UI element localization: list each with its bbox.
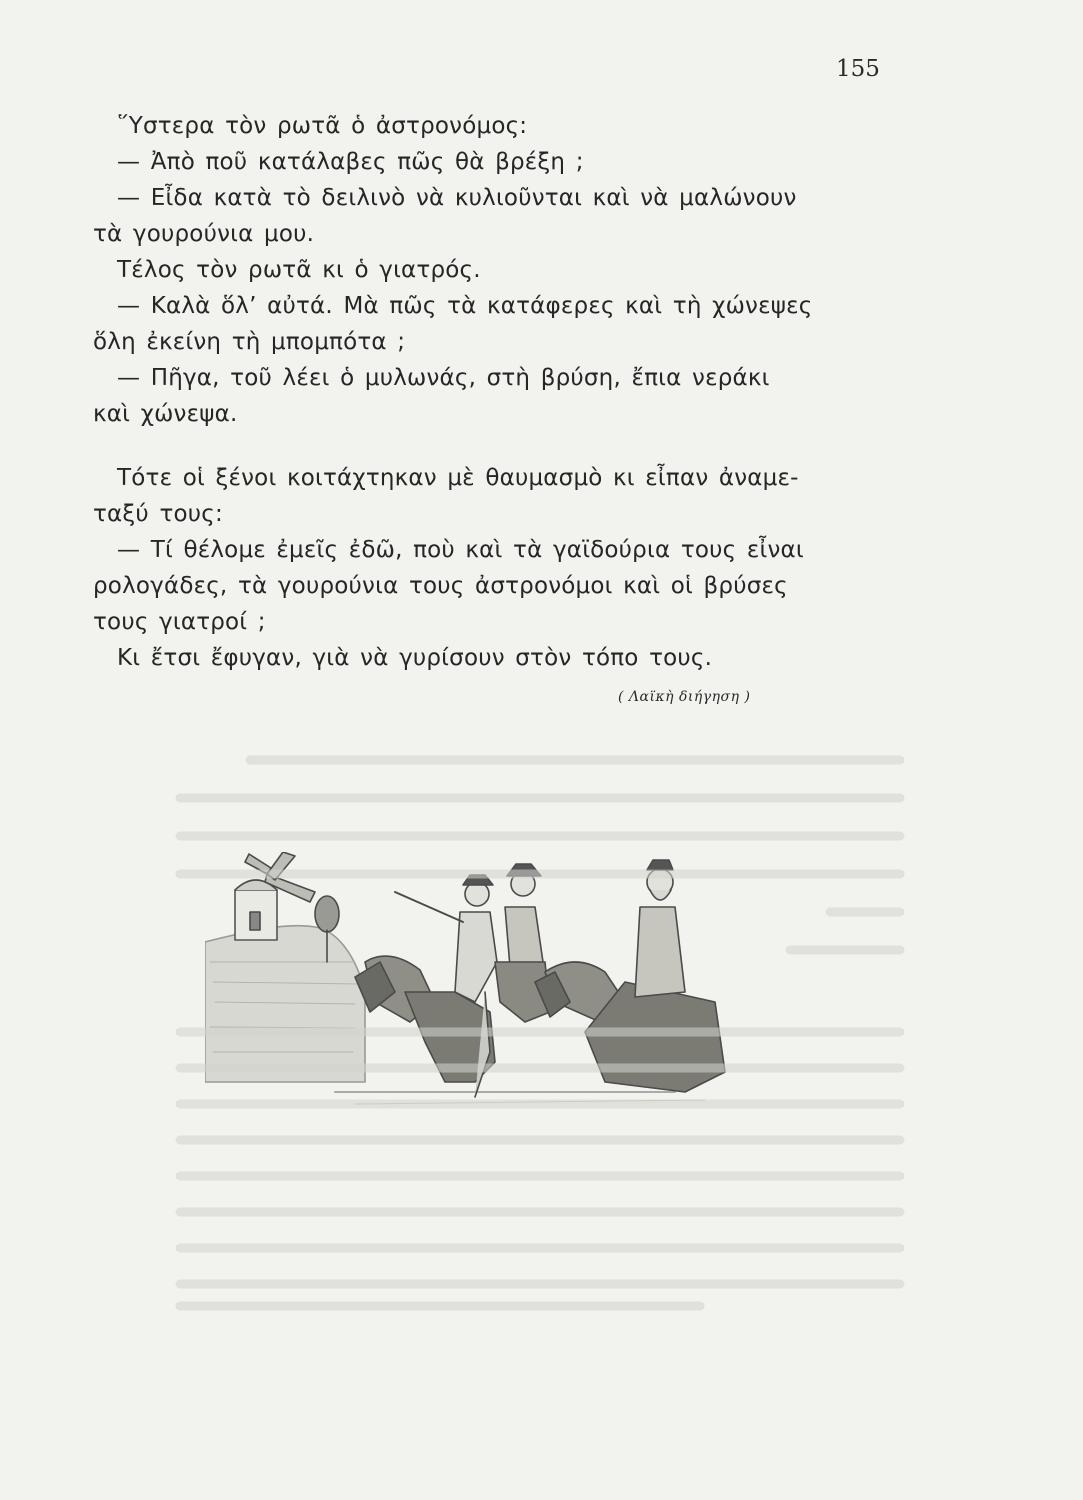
text-line: Τέλος τὸν ρωτᾶ κι ὁ γιατρός. (117, 257, 481, 283)
windmill-riders-illustration (205, 852, 765, 1122)
rider-bearded (535, 860, 725, 1092)
text-line: — Ἀπὸ ποῦ κατάλαβες πῶς θὰ βρέξη ; (117, 149, 584, 175)
text-line: τὰ γουρούνια μου. (93, 221, 315, 247)
text-line: ῞Υστερα τὸν ρωτᾶ ὁ ἀστρονόμος: (117, 113, 528, 139)
text-line: — Εἶδα κατὰ τὸ δειλινὸ νὰ κυλιοῦνται καὶ νὰ μαλώνουν (117, 185, 797, 211)
text-line: — Πῆγα, τοῦ λέει ὁ μυλωνάς, στὴ βρύση, ἔπια νεράκι (117, 365, 770, 391)
text-line: ὅλη ἐκείνη τὴ μπομπότα ; (93, 329, 406, 355)
text-line: ταξύ τους: (93, 501, 223, 527)
text-line: — Τί θέλομε ἐμεῖς ἐδῶ, ποὺ καὶ τὰ γαϊδούρια τους εἶναι (117, 537, 804, 563)
text-line: καὶ χώνεψα. (93, 401, 238, 427)
tree-icon (315, 896, 339, 932)
text-line: — Καλὰ ὅλ’ αὐτά. Μὰ πῶς τὰ κατάφερες καὶ τὴ χώνεψες (117, 293, 813, 319)
paragraph-gap (93, 432, 905, 460)
text-line: Κι ἔτσι ἔφυγαν, γιὰ νὰ γυρίσουν στὸν τόπο τους. (117, 645, 713, 671)
story-text (93, 108, 905, 676)
page-number: 155 (836, 56, 880, 82)
text-line: Τότε οἱ ξένοι κοιτάχτηκαν μὲ θαυμασμὸ κι εἶπαν ἀναμε- (117, 465, 799, 491)
text-line: τους γιατροί ; (93, 609, 266, 635)
rider-pointing (355, 875, 497, 1097)
attribution: ( Λαϊκὴ διήγηση ) (618, 689, 751, 705)
text-line: ρολογάδες, τὰ γουρούνια τους ἀστρονόμοι καὶ οἱ βρύσες (93, 573, 788, 599)
